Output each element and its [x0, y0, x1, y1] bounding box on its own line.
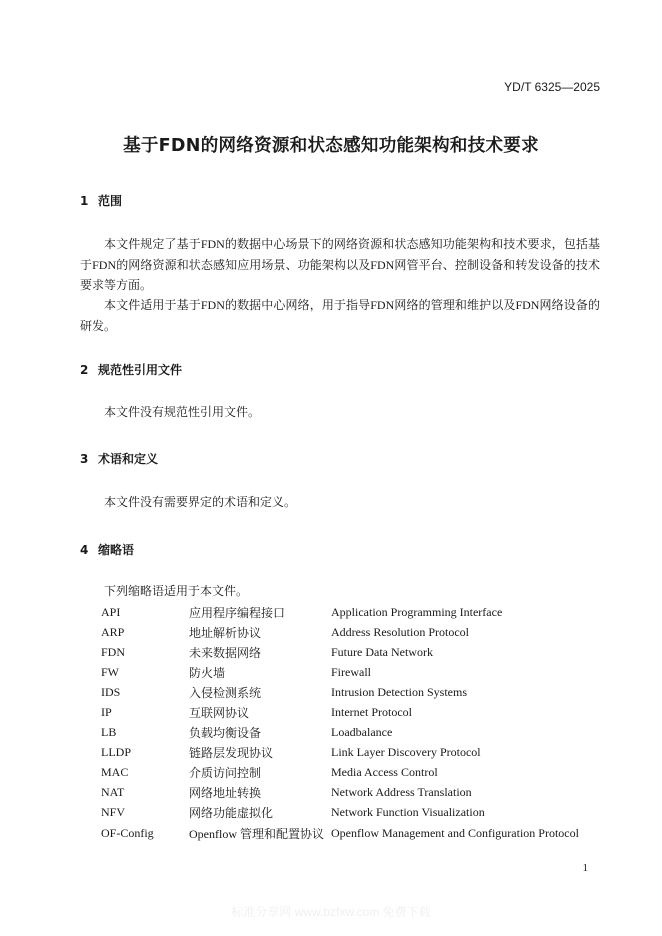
abbreviation-chinese: 应用程序编程接口 [189, 605, 286, 620]
section-number: 1 [80, 194, 89, 208]
section-title: 规范性引用文件 [98, 363, 183, 377]
standard-code: YD/T 6325—2025 [504, 80, 600, 94]
abbreviation-english: Internet Protocol [331, 705, 412, 720]
abbreviation-chinese: 地址解析协议 [189, 625, 262, 640]
abbreviation-english: Media Access Control [331, 765, 438, 780]
abbreviation-english: Link Layer Discovery Protocol [331, 745, 481, 760]
abbreviation-chinese: 互联网协议 [189, 706, 250, 721]
abbreviation-row [101, 642, 579, 662]
abbreviation-term: IDS [101, 684, 121, 699]
abbreviation-chinese: 链路层发现协议 [189, 746, 274, 761]
abbreviation-english: Application Programming Interface [331, 604, 503, 619]
abbreviation-term: OF-Config [101, 825, 154, 840]
abbreviation-english: Address Resolution Protocol [331, 624, 469, 639]
abbreviation-chinese: 网络地址转换 [189, 786, 262, 801]
abbreviation-english: Intrusion Detection Systems [331, 684, 467, 699]
abbreviation-row [101, 602, 579, 622]
terms-paragraph: 本文件没有需要界定的术语和定义。 [104, 495, 297, 509]
abbreviation-term: IP [101, 705, 112, 720]
abbreviation-chinese: Openflow 管理和配置协议 [189, 826, 324, 841]
abbreviation-english: Loadbalance [331, 725, 393, 740]
abbreviation-row [101, 723, 579, 743]
page-number: 1 [582, 862, 588, 874]
section-2-heading [80, 361, 182, 378]
abbreviation-term: NAT [101, 785, 125, 800]
abbreviation-chinese: 入侵检测系统 [189, 685, 262, 700]
abbreviation-english: Network Address Translation [331, 785, 472, 800]
abbreviations-table [101, 602, 579, 843]
abbreviation-chinese: 介质访问控制 [189, 766, 262, 781]
abbreviation-english: Firewall [331, 664, 371, 679]
section-3-heading [80, 450, 158, 467]
abbreviation-row [101, 763, 579, 783]
section-title: 缩略语 [98, 543, 135, 557]
abbreviation-english: Openflow Management and Configuration Protocol [331, 825, 579, 840]
abbreviation-term: NFV [101, 805, 126, 820]
abbreviation-term: MAC [101, 765, 129, 780]
abbreviation-term: LB [101, 725, 117, 740]
abbreviation-row [101, 803, 579, 823]
scope-paragraph-1: 本文件规定了基于FDN的数据中心场景下的网络资源和状态感知功能架构和技术要求，包括基于FDN的网络资源和状态感知应用场景、功能架构以及FDN网管平台、控制设备和转发设备的技术要求等方面。 [80, 237, 600, 292]
abbreviation-term: LLDP [101, 745, 131, 760]
abbreviation-row [101, 743, 579, 763]
abbreviation-english: Future Data Network [331, 644, 433, 659]
abbreviation-row [101, 662, 579, 682]
abbreviation-row [101, 783, 579, 803]
abbreviations-intro: 下列缩略语适用于本文件。 [104, 584, 249, 598]
abbreviation-chinese: 防火墙 [189, 665, 226, 680]
abbreviation-term: API [101, 604, 121, 619]
section-number: 4 [80, 543, 89, 557]
abbreviation-row [101, 702, 579, 722]
abbreviation-chinese: 负载均衡设备 [189, 726, 262, 741]
abbreviation-term: FW [101, 664, 119, 679]
watermark: 标准分享网 www.bzfxw.com 免费下载 [231, 905, 431, 919]
abbreviation-term: ARP [101, 624, 125, 639]
section-1-heading [80, 192, 122, 209]
abbreviation-term: FDN [101, 644, 126, 659]
abbreviation-chinese: 网络功能虚拟化 [189, 806, 274, 821]
abbreviation-row [101, 682, 579, 702]
section-number: 3 [80, 452, 89, 466]
abbreviation-row [101, 823, 579, 843]
scope-paragraph-2: 本文件适用于基于FDN的数据中心网络，用于指导FDN网络的管理和维护以及FDN网络设备的研发。 [80, 298, 600, 333]
section-title: 术语和定义 [98, 452, 159, 466]
section-4-heading [80, 541, 134, 558]
section-number: 2 [80, 363, 89, 377]
document-title: 基于FDN的网络资源和状态感知功能架构和技术要求 [123, 136, 539, 156]
abbreviation-row [101, 622, 579, 642]
abbreviation-chinese: 未来数据网络 [189, 645, 262, 660]
abbreviation-english: Network Function Visualization [331, 805, 485, 820]
normative-references-paragraph: 本文件没有规范性引用文件。 [104, 405, 261, 419]
section-title: 范围 [98, 194, 123, 208]
